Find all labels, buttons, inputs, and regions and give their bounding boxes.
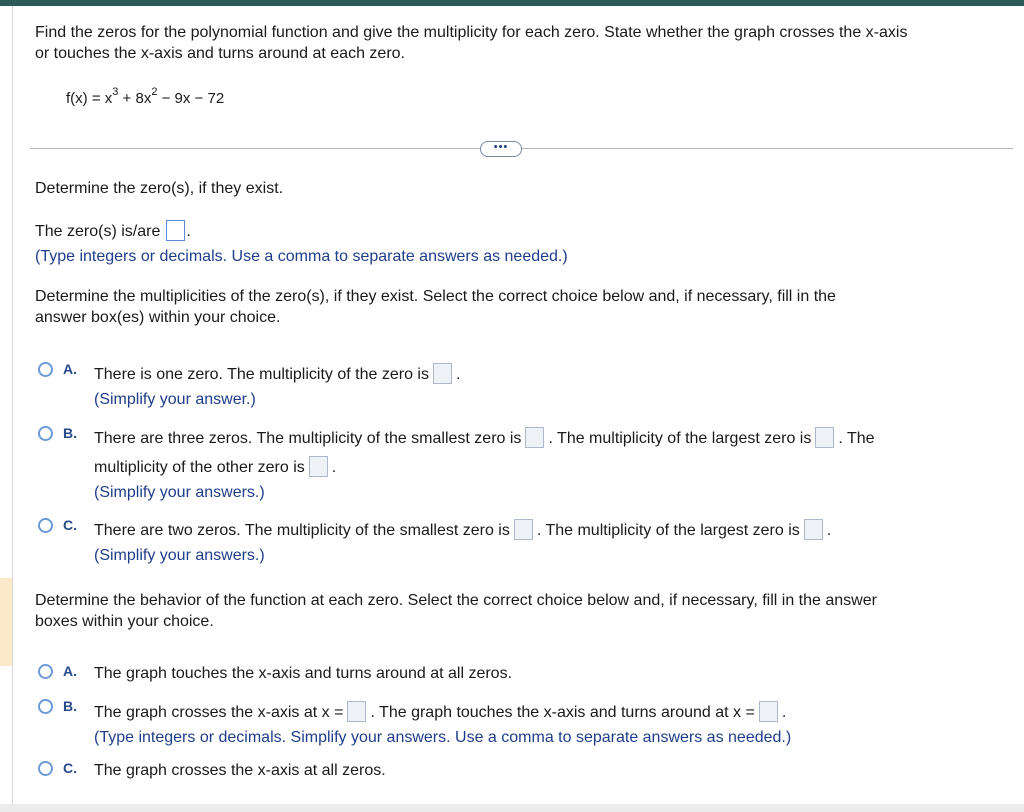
multiplicity-a-input[interactable] [433,363,452,384]
multiplicity-option-c-hint: (Simplify your answers.) [94,547,265,564]
multiplicity-option-a-text: There is one zero. The multiplicity of the zero is . [94,363,460,385]
multiplicity-option-b-text: There are three zeros. The multiplicity of the smallest zero is . The multiplicity of the largest zero is . The [94,427,875,449]
multiplicity-option-b-letter: B. [63,425,77,441]
multiplicity-option-c-radio[interactable] [38,518,53,533]
more-options-button[interactable]: ••• [480,141,522,157]
multiplicity-b-other-input[interactable] [309,456,328,477]
bottom-bar [0,804,1024,812]
behavior-option-b-hint: (Type integers or decimals. Simplify your answers. Use a comma to separate answers as needed.) [94,729,792,746]
behavior-option-a-text: The graph touches the x-axis and turns around at all zeros. [94,665,513,682]
multiplicity-option-b-hint: (Simplify your answers.) [94,484,265,501]
behavior-option-a-radio[interactable] [38,664,53,679]
part1-hint: (Type integers or decimals. Use a comma to separate answers as needed.) [35,248,568,265]
behavior-option-c-radio[interactable] [38,761,53,776]
function-equation: $f(x) = x^3 + 8x^2 - 9x - 72$ [66,86,225,107]
part1-heading: Determine the zero(s), if they exist. [35,180,284,197]
multiplicity-c-largest-input[interactable] [804,519,823,540]
multiplicity-option-a-radio[interactable] [38,362,53,377]
multiplicity-option-c-text: There are two zeros. The multiplicity of the smallest zero is . The multiplicity of the largest zero is . [94,519,831,541]
question-prompt-line2: or touches the x-axis and turns around at each zero. [35,45,405,62]
top-bar [0,0,1024,6]
behavior-option-c-letter: C. [63,760,77,776]
part2-heading-line2: answer box(es) within your choice. [35,309,281,326]
zeros-answer-input[interactable] [166,220,185,241]
multiplicity-option-b-text-line2: multiplicity of the other zero is . [94,456,336,478]
behavior-crosses-input[interactable] [347,701,366,722]
part2-heading-line1: Determine the multiplicities of the zero(s), if they exist. Select the correct choice below and, if necessary, fill in the [35,288,836,305]
part3-heading-line1: Determine the behavior of the function at each zero. Select the correct choice below and, if necessary, fill in the answer [35,592,877,609]
behavior-option-b-radio[interactable] [38,699,53,714]
multiplicity-option-a-hint: (Simplify your answer.) [94,391,256,408]
behavior-option-b-letter: B. [63,698,77,714]
multiplicity-option-a-letter: A. [63,361,77,377]
left-border [12,6,13,804]
multiplicity-b-largest-input[interactable] [815,427,834,448]
multiplicity-option-c-letter: C. [63,517,77,533]
behavior-option-b-text: The graph crosses the x-axis at x = . The graph touches the x-axis and turns around at x = . [94,701,786,723]
multiplicity-option-b-radio[interactable] [38,426,53,441]
question-prompt-line1: Find the zeros for the polynomial function and give the multiplicity for each zero. State whether the graph crosses the x-axis [35,24,908,41]
behavior-option-a-letter: A. [63,663,77,679]
zeros-answer-row: The zero(s) is/are . [35,220,191,242]
behavior-touches-input[interactable] [759,701,778,722]
left-accent-marker [0,578,12,666]
behavior-option-c-text: The graph crosses the x-axis at all zeros. [94,762,386,779]
multiplicity-c-smallest-input[interactable] [514,519,533,540]
multiplicity-b-smallest-input[interactable] [525,427,544,448]
part3-heading-line2: boxes within your choice. [35,613,214,630]
